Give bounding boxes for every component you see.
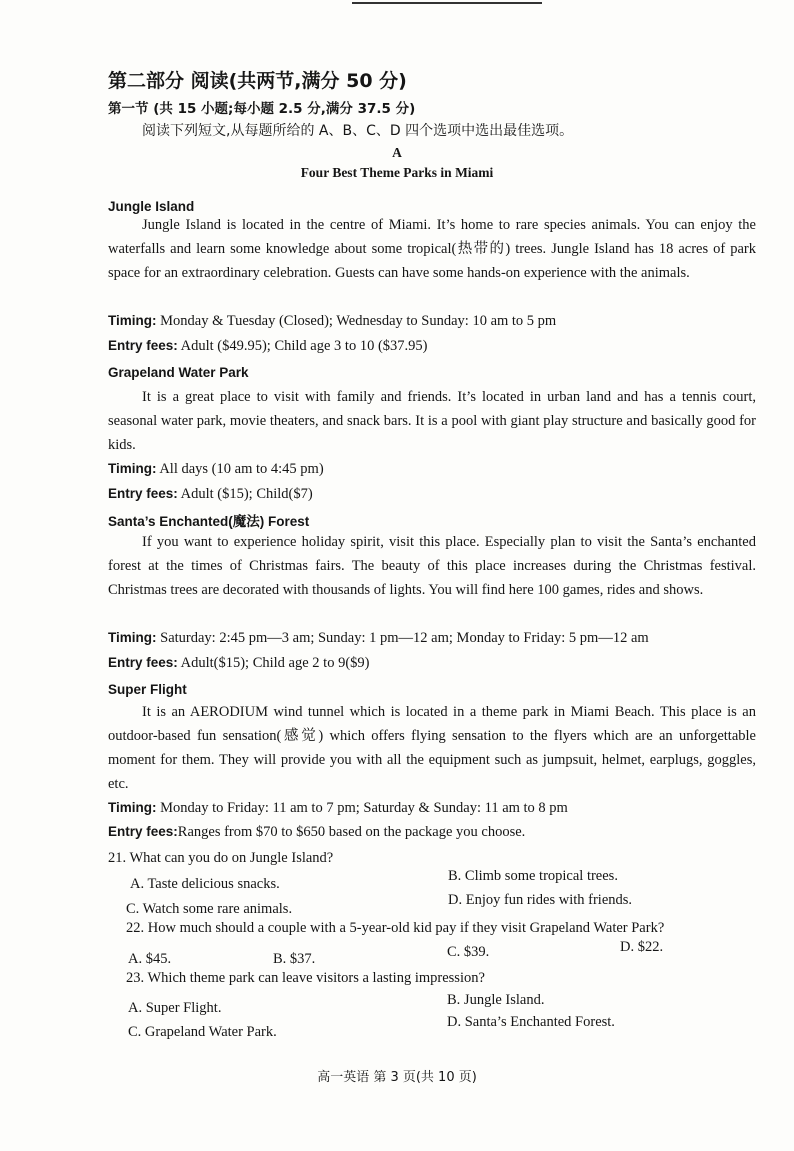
timing-value: All days (10 am to 4:45 pm) (159, 461, 324, 477)
park-fees-grapeland (108, 486, 313, 503)
park-description-santas-forest: If you want to experience holiday spirit, visit this place. Especially plan to visit the Santa’s enchanted forest at the times of Christmas fairs. The beauty of this place increases during the Christmas festival. Christmas trees are decorated with thousands of lights. You will find here 100 games, rides and shows. (108, 534, 756, 598)
fees-label: Entry fees: (108, 824, 178, 839)
park-timing-grapeland (108, 461, 324, 478)
park-timing-super-flight (108, 800, 568, 817)
timing-label: Timing: (108, 800, 157, 815)
passage-title: Four Best Theme Parks in Miami (300, 165, 494, 180)
timing-value: Monday to Friday: 11 am to 7 pm; Saturday & Sunday: 11 am to 8 pm (160, 800, 568, 816)
fees-value: Ranges from $70 to $650 based on the package you choose. (177, 824, 526, 840)
question-22-stem: 22. How much should a couple with a 5-year-old kid pay if they visit Grapeland Water Park? (126, 920, 665, 936)
question-23-option-d: D. Santa’s Enchanted Forest. (447, 1014, 615, 1030)
top-border-line (352, 2, 542, 4)
question-21-stem: 21. What can you do on Jungle Island? (108, 850, 334, 866)
timing-label: Timing: (108, 630, 157, 645)
question-21-option-c: C. Watch some rare animals. (126, 901, 293, 917)
fees-value: Adult ($15); Child($7) (180, 486, 313, 502)
park-fees-jungle-island (108, 338, 428, 355)
page-footer: 高一英语 第 3 页(共 10 页) (317, 1070, 477, 1085)
fees-label: Entry fees: (108, 338, 178, 353)
timing-label: Timing: (108, 461, 157, 476)
passage-letter: A (392, 145, 402, 160)
fees-label: Entry fees: (108, 655, 178, 670)
timing-label: Timing: (108, 313, 157, 328)
fees-value: Adult ($49.95); Child age 3 to 10 ($37.95) (180, 338, 428, 354)
question-23-stem: 23. Which theme park can leave visitors a lasting impression? (126, 970, 485, 986)
park-timing-jungle-island (108, 313, 556, 330)
question-23-option-c: C. Grapeland Water Park. (128, 1024, 277, 1040)
park-name-super-flight: Super Flight (108, 682, 187, 697)
timing-value: Monday & Tuesday (Closed); Wednesday to Sunday: 10 am to 5 pm (160, 313, 557, 329)
park-name-santas-forest: Santa’s Enchanted(魔法) Forest (108, 514, 310, 529)
park-timing-santas-forest (108, 630, 649, 647)
question-23-option-a: A. Super Flight. (128, 1000, 222, 1016)
question-21-option-a: A. Taste delicious snacks. (130, 876, 280, 892)
fees-value: Adult($15); Child age 2 to 9($9) (180, 655, 370, 671)
park-description-jungle-island: Jungle Island is located in the centre of Miami. It’s home to rare species animals. You can enjoy the waterfalls and learn some knowledge about some tropical(热带的) trees. Jungle Island has 18 acres of park space for an extraordinary celebration. Guests can have some hands-on experience with the animals. (108, 217, 756, 281)
instruction-text: 阅读下列短文,从每题所给的 A、B、C、D 四个选项中选出最佳选项。 (142, 123, 574, 139)
park-description-grapeland: It is a great place to visit with family and friends. It’s located in urban land and has a tennis court, seasonal water park, movie theaters, and snack bars. It is a pool with giant play structure and basically good for kids. (108, 389, 756, 453)
question-22-option-c: C. $39. (447, 944, 490, 960)
park-description-super-flight: It is an AERODIUM wind tunnel which is located in a theme park in Miami Beach. This place is an outdoor-based fun sensation(感觉) which offers flying sensation to the flyers which are an unforgettable moment for them. They will provide you with all the equipment such as jumpsuit, helmet, earplugs, goggles, etc. (108, 704, 756, 792)
park-fees-santas-forest (108, 655, 370, 672)
park-fees-super-flight (108, 824, 525, 841)
question-22-option-b: B. $37. (273, 951, 316, 967)
question-22-option-a: A. $45. (128, 951, 172, 967)
timing-value: Saturday: 2:45 pm—3 am; Sunday: 1 pm—12 am; Monday to Friday: 5 pm—12 am (160, 630, 649, 646)
question-21-option-b: B. Climb some tropical trees. (448, 868, 618, 884)
park-name-grapeland: Grapeland Water Park (108, 365, 249, 380)
section-heading: 第一节 (共 15 小题;每小题 2.5 分,满分 37.5 分) (108, 101, 416, 117)
question-21-option-d: D. Enjoy fun rides with friends. (448, 892, 633, 908)
question-22-option-d: D. $22. (620, 939, 664, 955)
park-name-jungle-island: Jungle Island (108, 199, 195, 214)
part-heading: 第二部分 阅读(共两节,满分 50 分) (108, 70, 407, 92)
question-23-option-b: B. Jungle Island. (447, 992, 545, 1008)
fees-label: Entry fees: (108, 486, 178, 501)
